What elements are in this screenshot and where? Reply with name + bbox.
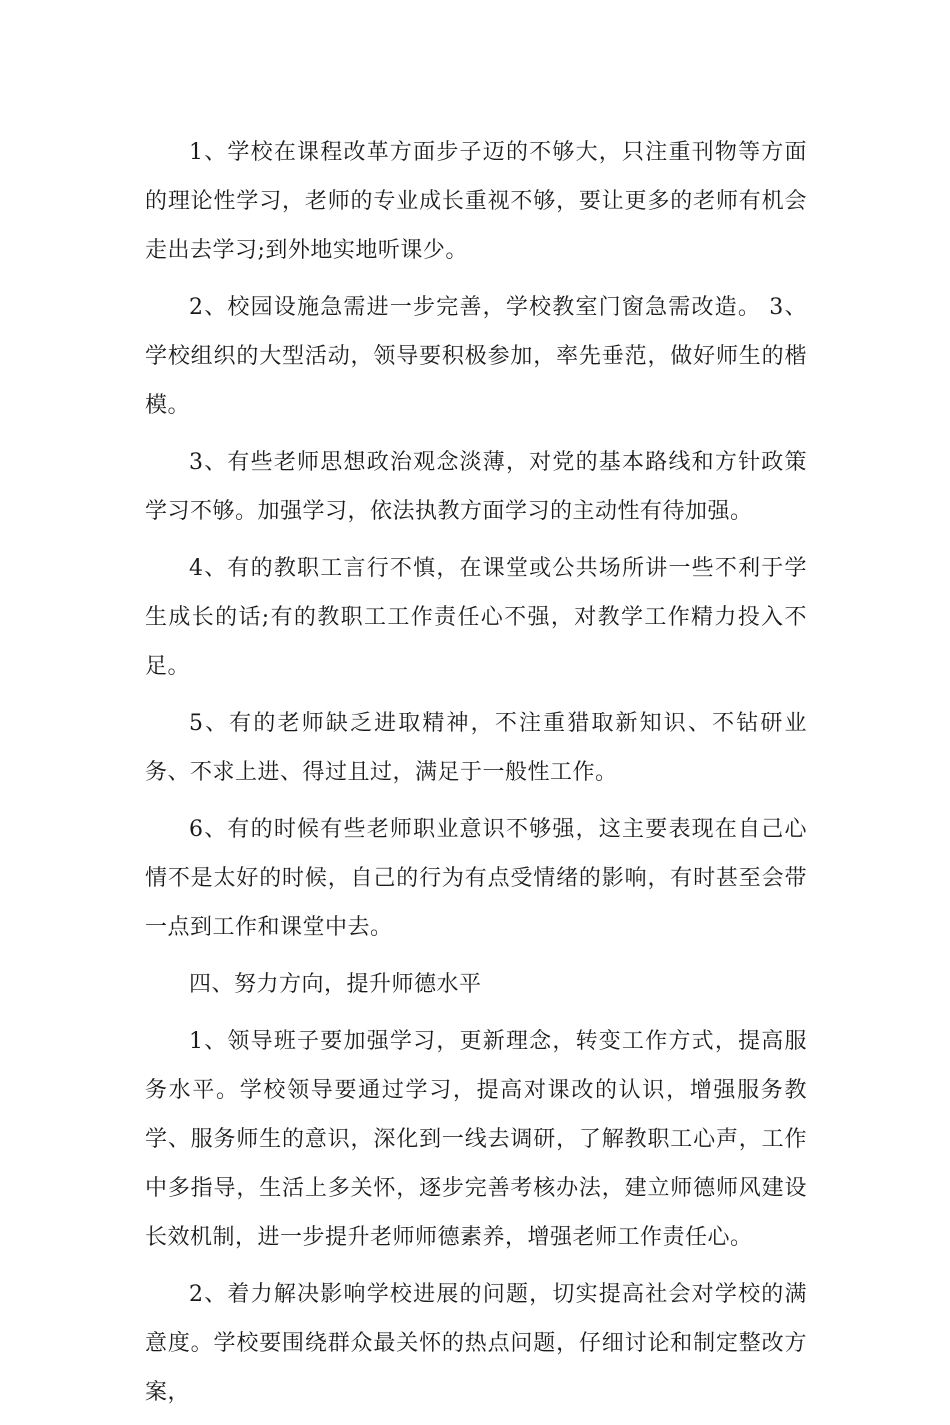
section-heading: 四、努力方向，提升师德水平 (189, 972, 482, 997)
paragraph-8: 1、领导班子要加强学习，更新理念，转变工作方式，提高服务水平。学校领导要通过学习，提高对课改的认识，增强服务教学、服务师生的意识，深化到一线去调研，了解教职工心声，工作中多指导，生活上多关怀，逐步完善考核办法，建立师德师风建设长效机制，进一步提升老师师德素养，增强老师工作责任心。 (145, 1029, 807, 1250)
document-body (145, 128, 807, 1425)
paragraph-2: 2、校园设施急需进一步完善，学校教室门窗急需改造。 3、学校组织的大型活动，领导要积极参加，率先垂范，做好师生的楷模。 (145, 295, 807, 418)
paragraph-9: 2、着力解决影响学校进展的问题，切实提高社会对学校的满意度。学校要围绕群众最关怀的热点问题，仔细讨论和制定整改方案， (145, 1282, 807, 1405)
paragraph-5: 5、有的老师缺乏进取精神，不注重猎取新知识、不钻研业务、不求上进、得过且过，满足于一般性工作。 (145, 711, 807, 785)
paragraph-6: 6、有的时候有些老师职业意识不够强，这主要表现在自己心情不是太好的时候，自己的行为有点受情绪的影响，有时甚至会带一点到工作和课堂中去。 (145, 817, 807, 940)
paragraph-4: 4、有的教职工言行不慎，在课堂或公共场所讲一些不利于学生成长的话;有的教职工工作责任心不强，对教学工作精力投入不足。 (145, 556, 807, 679)
paragraph-1: 1、学校在课程改革方面步子迈的不够大，只注重刊物等方面的理论性学习，老师的专业成长重视不够，要让更多的老师有机会走出去学习;到外地实地听课少。 (145, 140, 807, 263)
paragraph-3: 3、有些老师思想政治观念淡薄，对党的基本路线和方针政策学习不够。加强学习，依法执教方面学习的主动性有待加强。 (145, 450, 807, 524)
